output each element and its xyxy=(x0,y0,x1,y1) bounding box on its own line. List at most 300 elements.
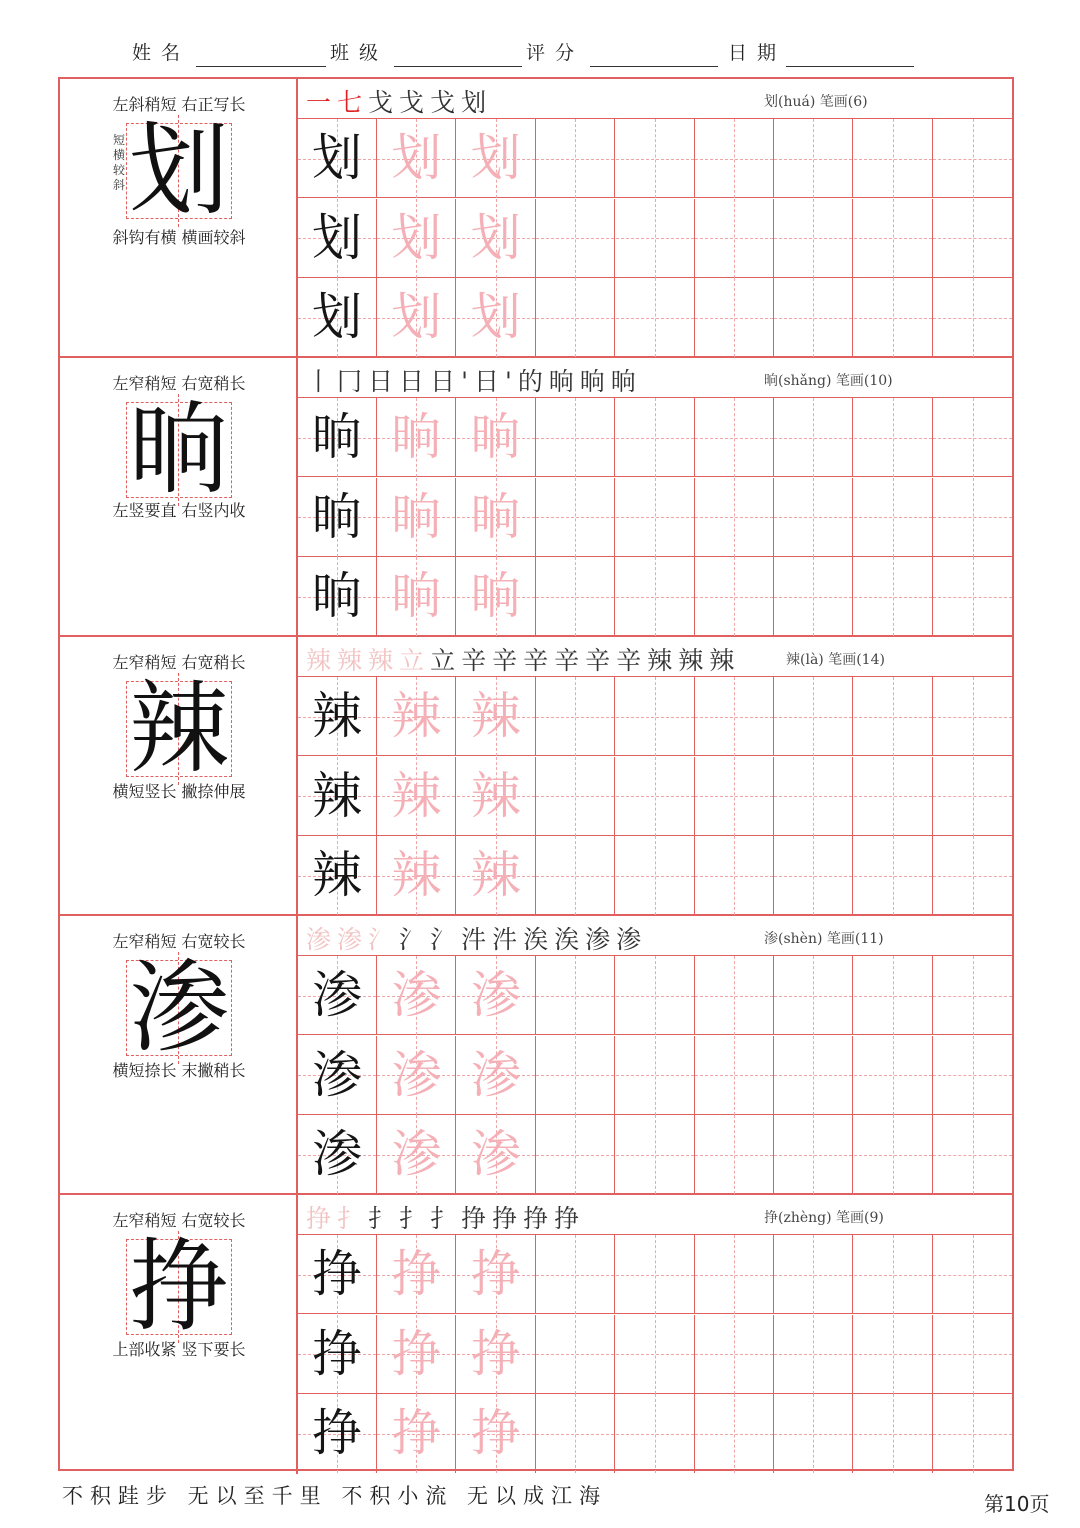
grid-cell[interactable] xyxy=(616,1036,695,1115)
grid-cell[interactable] xyxy=(616,278,695,357)
stroke-step: 辛 xyxy=(585,646,617,675)
cell-guide-horizontal xyxy=(774,238,852,239)
cell-guide-horizontal xyxy=(536,597,614,598)
grid-cell[interactable] xyxy=(933,677,1012,756)
cell-guide-horizontal xyxy=(854,876,932,877)
stroke-step: 立 xyxy=(399,646,431,675)
stroke-order-row xyxy=(298,79,1012,119)
cell-guide-horizontal xyxy=(854,717,932,718)
grid-cell[interactable] xyxy=(457,1036,536,1115)
cell-guide-horizontal xyxy=(774,517,852,518)
grid-cell[interactable] xyxy=(298,199,377,278)
grid-cell[interactable] xyxy=(377,836,456,915)
date-field[interactable] xyxy=(786,66,914,67)
grid-cell[interactable] xyxy=(457,677,536,756)
grid-cell[interactable] xyxy=(536,677,615,756)
char-guide-panel xyxy=(60,358,298,635)
grid-cell[interactable] xyxy=(377,119,456,198)
trace-character: 渗 xyxy=(391,1045,442,1104)
trace-character: 辣 xyxy=(470,766,521,825)
model-character xyxy=(114,949,244,1066)
grid-cell[interactable] xyxy=(933,557,1012,636)
stroke-sequence xyxy=(306,83,492,119)
grid-cell[interactable] xyxy=(536,956,615,1035)
grid-cell[interactable] xyxy=(536,1315,615,1394)
cell-guide-horizontal xyxy=(695,996,773,997)
grid-cell[interactable] xyxy=(377,677,456,756)
grid-cell[interactable] xyxy=(457,398,536,477)
cell-guide-horizontal xyxy=(854,1434,932,1435)
example-character: 渗 xyxy=(312,1045,362,1104)
grid-cell[interactable] xyxy=(298,1036,377,1115)
grid-cell[interactable] xyxy=(616,757,695,836)
cell-guide-horizontal xyxy=(854,517,932,518)
cell-guide-horizontal xyxy=(774,1075,852,1076)
stroke-step: 挣 xyxy=(306,1204,338,1233)
cell-guide-horizontal xyxy=(536,996,614,997)
grid-cell[interactable] xyxy=(933,757,1012,836)
grid-cell[interactable] xyxy=(933,956,1012,1035)
example-character: 晌 xyxy=(312,567,362,626)
grid-cell[interactable] xyxy=(536,557,615,636)
cell-guide-horizontal xyxy=(933,1434,1012,1435)
score-field[interactable] xyxy=(590,66,718,67)
stroke-step: 冂 xyxy=(337,367,369,396)
stroke-step: 丨 xyxy=(306,367,338,396)
cell-guide-horizontal xyxy=(695,1075,773,1076)
stroke-sequence xyxy=(306,641,740,677)
grid-cell[interactable] xyxy=(536,836,615,915)
cell-guide-horizontal xyxy=(695,1434,773,1435)
grid-cell[interactable] xyxy=(298,398,377,477)
header xyxy=(0,38,1080,68)
grid-cell[interactable] xyxy=(377,278,456,357)
cell-guide-horizontal xyxy=(536,238,614,239)
grid-cell[interactable] xyxy=(774,1115,853,1194)
grid-cell[interactable] xyxy=(774,398,853,477)
stroke-step: 氵 xyxy=(368,925,400,954)
grid-cell[interactable] xyxy=(377,478,456,557)
cell-guide-horizontal xyxy=(536,517,614,518)
stroke-step: 涘 xyxy=(554,925,586,954)
stroke-step: 晌 xyxy=(579,367,611,396)
stroke-step: 晌 xyxy=(548,367,580,396)
cell-guide-horizontal xyxy=(616,238,694,239)
model-character-glyph: 晌 xyxy=(129,391,229,508)
trace-character: 渗 xyxy=(470,966,521,1024)
grid-cell[interactable] xyxy=(377,757,456,836)
grid-cell[interactable] xyxy=(774,956,853,1035)
grid-cell[interactable] xyxy=(457,757,536,836)
grid-cell[interactable] xyxy=(695,1315,774,1394)
cell-guide-horizontal xyxy=(854,318,932,319)
grid-cell[interactable] xyxy=(377,557,456,636)
motto: 不积跬步 无以至千里 不积小流 无以成江海 xyxy=(62,1484,608,1508)
stroke-sequence xyxy=(306,1199,585,1235)
grid-row xyxy=(298,557,1012,636)
stroke-order-row xyxy=(298,358,1012,398)
grid-cell[interactable] xyxy=(854,956,933,1035)
grid-cell[interactable] xyxy=(854,1036,933,1115)
grid-cell[interactable] xyxy=(298,557,377,636)
grid-cell[interactable] xyxy=(298,836,377,915)
char-block xyxy=(60,358,1012,637)
stroke-step: 扌 xyxy=(337,1204,369,1233)
cell-guide-horizontal xyxy=(774,1434,852,1435)
grid-cell[interactable] xyxy=(457,1315,536,1394)
grid-cell[interactable] xyxy=(616,398,695,477)
grid-row xyxy=(298,1315,1012,1394)
cell-guide-horizontal xyxy=(774,796,852,797)
cell-guide-horizontal xyxy=(616,717,694,718)
cell-guide-horizontal xyxy=(774,318,852,319)
stroke-step: 晌 xyxy=(610,367,642,396)
grid-cell[interactable] xyxy=(616,557,695,636)
grid-cell[interactable] xyxy=(933,278,1012,357)
grid-cell[interactable] xyxy=(854,478,933,557)
grid-cell[interactable] xyxy=(933,1036,1012,1115)
model-character xyxy=(114,670,244,787)
cell-guide-horizontal xyxy=(933,318,1012,319)
grid-cell[interactable] xyxy=(298,478,377,557)
grid-cell[interactable] xyxy=(377,1315,456,1394)
grid-cell[interactable] xyxy=(854,278,933,357)
stroke-step: 辣 xyxy=(647,646,679,675)
example-character: 辣 xyxy=(312,846,362,905)
writing-tip-top: 左窄稍短 右宽稍长 xyxy=(112,374,246,393)
grid-cell[interactable] xyxy=(536,757,615,836)
cell-guide-horizontal xyxy=(616,597,694,598)
grid-cell[interactable] xyxy=(695,1394,774,1473)
cell-guide-horizontal xyxy=(933,996,1012,997)
stroke-step: 挣 xyxy=(461,1204,493,1233)
stroke-step: 戈 xyxy=(399,88,431,117)
cell-guide-horizontal xyxy=(774,438,852,439)
cell-guide-horizontal xyxy=(695,1354,773,1355)
score-label: 评分 xyxy=(526,42,585,64)
practice-area xyxy=(298,1195,1012,1474)
grid-cell[interactable] xyxy=(457,836,536,915)
practice-area xyxy=(298,79,1012,356)
stroke-step: 氵 xyxy=(399,925,431,954)
grid-cell[interactable] xyxy=(854,836,933,915)
grid-cell[interactable] xyxy=(536,398,615,477)
example-character: 晌 xyxy=(312,487,362,546)
grid-cell[interactable] xyxy=(933,1235,1012,1314)
trace-character: 划 xyxy=(470,208,521,267)
writing-tip-bottom: 横短捺长 末撇稍长 xyxy=(112,1061,246,1080)
cell-guide-horizontal xyxy=(616,996,694,997)
writing-tip-bottom: 左竖要直 右竖内收 xyxy=(112,501,246,520)
grid-cell[interactable] xyxy=(695,1036,774,1115)
cell-guide-horizontal xyxy=(616,1275,694,1276)
name-field[interactable] xyxy=(196,66,326,67)
stroke-order-row xyxy=(298,1195,1012,1235)
cell-guide-horizontal xyxy=(616,1075,694,1076)
char-guide-panel xyxy=(60,1195,298,1474)
grid-cell[interactable] xyxy=(695,478,774,557)
grid-cell[interactable] xyxy=(695,956,774,1035)
grid-cell[interactable] xyxy=(774,199,853,278)
stroke-step: 辣 xyxy=(337,646,369,675)
cell-guide-horizontal xyxy=(536,1354,614,1355)
model-character-glyph: 挣 xyxy=(129,1228,229,1345)
grid-cell[interactable] xyxy=(695,757,774,836)
trace-character: 辣 xyxy=(470,687,521,745)
grid-cell[interactable] xyxy=(457,1115,536,1194)
grid-cell[interactable] xyxy=(298,757,377,836)
example-character: 划 xyxy=(312,208,362,267)
grid-cell[interactable] xyxy=(695,119,774,198)
cell-guide-horizontal xyxy=(854,996,932,997)
grid-cell[interactable] xyxy=(854,398,933,477)
grid-cell[interactable] xyxy=(536,1394,615,1473)
model-character-glyph: 渗 xyxy=(129,949,229,1066)
grid-cell[interactable] xyxy=(536,278,615,357)
cell-guide-horizontal xyxy=(695,1275,773,1276)
grid-cell[interactable] xyxy=(377,1235,456,1314)
grid-row xyxy=(298,199,1012,278)
cell-guide-horizontal xyxy=(536,1434,614,1435)
grid-cell[interactable] xyxy=(774,757,853,836)
grid-cell[interactable] xyxy=(933,478,1012,557)
grid-cell[interactable] xyxy=(933,1315,1012,1394)
stroke-step: 一 xyxy=(306,88,338,117)
cell-guide-horizontal xyxy=(616,438,694,439)
grid-cell[interactable] xyxy=(298,1315,377,1394)
stroke-step: 挣 xyxy=(554,1204,586,1233)
grid-cell[interactable] xyxy=(616,1235,695,1314)
grid-cell[interactable] xyxy=(616,677,695,756)
trace-character: 晌 xyxy=(391,567,442,626)
grid-cell[interactable] xyxy=(536,1235,615,1314)
grid-cell[interactable] xyxy=(616,1115,695,1194)
grid-cell[interactable] xyxy=(933,1115,1012,1194)
grid-cell[interactable] xyxy=(774,119,853,198)
grid-cell[interactable] xyxy=(377,1115,456,1194)
grid-cell[interactable] xyxy=(854,557,933,636)
grid-cell[interactable] xyxy=(854,1394,933,1473)
stroke-step: 扌 xyxy=(430,1204,462,1233)
cell-guide-horizontal xyxy=(536,438,614,439)
grid-cell[interactable] xyxy=(695,1115,774,1194)
example-character: 划 xyxy=(312,129,362,187)
grid-cell[interactable] xyxy=(695,1235,774,1314)
cell-guide-horizontal xyxy=(854,1354,932,1355)
trace-character: 渗 xyxy=(470,1045,521,1104)
cell-guide-horizontal xyxy=(854,796,932,797)
trace-character: 渗 xyxy=(391,1125,442,1184)
grid-cell[interactable] xyxy=(536,119,615,198)
char-guide-panel xyxy=(60,637,298,914)
model-character-glyph: 辣 xyxy=(129,670,229,787)
trace-character: 晌 xyxy=(470,487,521,546)
trace-character: 挣 xyxy=(391,1245,442,1303)
grid-cell[interactable] xyxy=(774,557,853,636)
cell-guide-horizontal xyxy=(774,1275,852,1276)
grid-cell[interactable] xyxy=(695,677,774,756)
cell-guide-horizontal xyxy=(933,597,1012,598)
grid-row xyxy=(298,956,1012,1035)
grid-cell[interactable] xyxy=(457,199,536,278)
grid-cell[interactable] xyxy=(854,119,933,198)
grid-cell[interactable] xyxy=(933,836,1012,915)
cell-guide-horizontal xyxy=(933,159,1012,160)
grid-cell[interactable] xyxy=(616,956,695,1035)
cell-guide-horizontal xyxy=(933,1354,1012,1355)
grid-cell[interactable] xyxy=(695,836,774,915)
grid-cell[interactable] xyxy=(457,478,536,557)
trace-character: 划 xyxy=(470,129,521,187)
cell-guide-horizontal xyxy=(774,876,852,877)
grid-cell[interactable] xyxy=(616,119,695,198)
stroke-step: 辛 xyxy=(523,646,555,675)
trace-character: 挣 xyxy=(391,1404,442,1463)
grid-cell[interactable] xyxy=(933,398,1012,477)
grid-cell[interactable] xyxy=(536,1115,615,1194)
cell-guide-horizontal xyxy=(933,1075,1012,1076)
grid-cell[interactable] xyxy=(616,836,695,915)
grid-cell[interactable] xyxy=(377,956,456,1035)
grid-cell[interactable] xyxy=(298,956,377,1035)
pinyin-stroke-count: 晌(shǎng) 笔画(10) xyxy=(764,373,893,389)
stroke-step: 挣 xyxy=(523,1204,555,1233)
grid-cell[interactable] xyxy=(933,1394,1012,1473)
grid-cell[interactable] xyxy=(774,1235,853,1314)
name-label: 姓名 xyxy=(132,42,191,64)
grid-row xyxy=(298,1235,1012,1314)
grid-cell[interactable] xyxy=(616,1394,695,1473)
model-character xyxy=(114,1228,244,1345)
pinyin-stroke-count: 渗(shèn) 笔画(11) xyxy=(764,931,884,947)
stroke-step: 划 xyxy=(461,88,493,117)
tian-grid xyxy=(298,398,1012,637)
grid-cell[interactable] xyxy=(298,278,377,357)
cell-guide-horizontal xyxy=(536,318,614,319)
grid-cell[interactable] xyxy=(933,119,1012,198)
grid-cell[interactable] xyxy=(377,199,456,278)
trace-character: 辣 xyxy=(391,687,442,745)
grid-cell[interactable] xyxy=(377,1394,456,1473)
cell-guide-horizontal xyxy=(933,438,1012,439)
cell-guide-horizontal xyxy=(695,796,773,797)
cell-guide-horizontal xyxy=(695,876,773,877)
grid-cell[interactable] xyxy=(695,557,774,636)
example-character: 划 xyxy=(312,288,362,347)
stroke-step: 辛 xyxy=(492,646,524,675)
trace-character: 挣 xyxy=(470,1404,521,1463)
grid-cell[interactable] xyxy=(854,757,933,836)
cell-guide-horizontal xyxy=(536,159,614,160)
grid-cell[interactable] xyxy=(377,398,456,477)
grid-row xyxy=(298,836,1012,915)
tian-grid xyxy=(298,119,1012,358)
grid-cell[interactable] xyxy=(536,478,615,557)
stroke-step: 渗 xyxy=(585,925,617,954)
grid-cell[interactable] xyxy=(854,1115,933,1194)
stroke-sequence xyxy=(306,362,642,398)
grid-cell[interactable] xyxy=(854,1315,933,1394)
grid-cell[interactable] xyxy=(298,1235,377,1314)
trace-character: 晌 xyxy=(391,408,442,466)
practice-area xyxy=(298,358,1012,635)
stroke-step: 的 xyxy=(517,367,549,396)
cell-guide-horizontal xyxy=(774,597,852,598)
grid-cell[interactable] xyxy=(298,677,377,756)
example-character: 挣 xyxy=(312,1404,362,1463)
stroke-step: 七 xyxy=(337,88,369,117)
grid-cell[interactable] xyxy=(774,677,853,756)
cell-guide-horizontal xyxy=(854,238,932,239)
grid-cell[interactable] xyxy=(457,557,536,636)
stroke-step: 辛 xyxy=(616,646,648,675)
grid-cell[interactable] xyxy=(774,836,853,915)
grid-cell[interactable] xyxy=(457,1394,536,1473)
model-character-glyph: 划 xyxy=(129,112,229,229)
cell-guide-horizontal xyxy=(933,876,1012,877)
page-number: 第10页 xyxy=(984,1492,1050,1516)
grid-cell[interactable] xyxy=(695,199,774,278)
grid-cell[interactable] xyxy=(774,278,853,357)
cell-guide-horizontal xyxy=(695,597,773,598)
trace-character: 渗 xyxy=(391,966,442,1024)
grid-cell[interactable] xyxy=(616,478,695,557)
grid-cell[interactable] xyxy=(933,199,1012,278)
grid-cell[interactable] xyxy=(457,278,536,357)
grid-row xyxy=(298,478,1012,557)
stroke-step: 渗 xyxy=(616,925,648,954)
grid-cell[interactable] xyxy=(774,1394,853,1473)
char-block xyxy=(60,637,1012,916)
grid-cell[interactable] xyxy=(854,1235,933,1314)
cell-guide-horizontal xyxy=(933,238,1012,239)
writing-tip-top: 左窄稍短 右宽较长 xyxy=(112,1211,246,1230)
grid-cell[interactable] xyxy=(536,1036,615,1115)
stroke-step: 扌 xyxy=(368,1204,400,1233)
cell-guide-horizontal xyxy=(695,717,773,718)
cell-guide-horizontal xyxy=(774,1155,852,1156)
grid-cell[interactable] xyxy=(616,199,695,278)
grid-cell[interactable] xyxy=(854,199,933,278)
grid-cell[interactable] xyxy=(774,1036,853,1115)
grid-cell[interactable] xyxy=(536,199,615,278)
cell-guide-horizontal xyxy=(616,1155,694,1156)
grid-cell[interactable] xyxy=(774,478,853,557)
cell-guide-horizontal xyxy=(774,717,852,718)
date-label: 日期 xyxy=(728,42,787,64)
grid-cell[interactable] xyxy=(377,1036,456,1115)
grid-cell[interactable] xyxy=(298,119,377,198)
trace-character: 划 xyxy=(391,288,442,347)
trace-character: 划 xyxy=(391,208,442,267)
grid-cell[interactable] xyxy=(616,1315,695,1394)
grid-cell[interactable] xyxy=(695,398,774,477)
example-character: 辣 xyxy=(312,687,362,745)
grid-cell[interactable] xyxy=(457,956,536,1035)
grid-cell[interactable] xyxy=(298,1394,377,1473)
grid-cell[interactable] xyxy=(854,677,933,756)
grid-cell[interactable] xyxy=(695,278,774,357)
example-character: 晌 xyxy=(312,408,362,466)
grid-cell[interactable] xyxy=(457,1235,536,1314)
trace-character: 晌 xyxy=(391,487,442,546)
grid-cell[interactable] xyxy=(774,1315,853,1394)
cell-guide-horizontal xyxy=(933,1275,1012,1276)
grid-cell[interactable] xyxy=(298,1115,377,1194)
grid-cell[interactable] xyxy=(457,119,536,198)
grid-row xyxy=(298,1394,1012,1473)
class-field[interactable] xyxy=(394,66,522,67)
